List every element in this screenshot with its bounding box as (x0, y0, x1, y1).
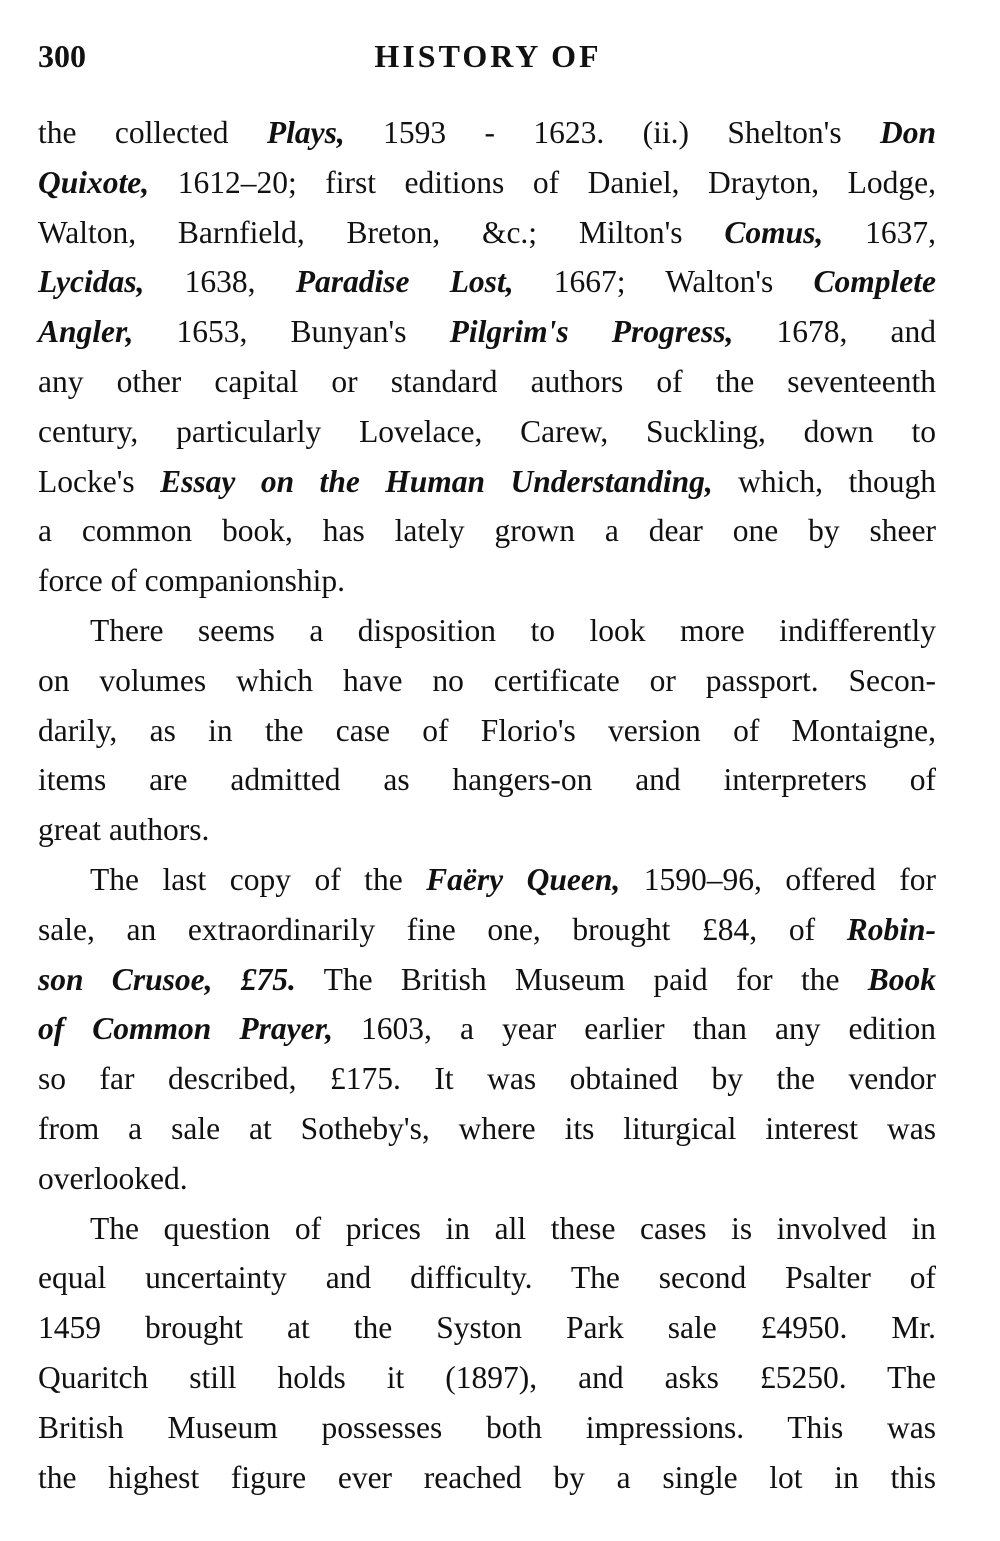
text-segment: from a sale at Sotheby's, where its liturgical interest was (38, 1110, 936, 1146)
text-segment: darily, as in the case of Florio's version of Montaigne, (38, 712, 936, 748)
italic-title-text: Pilgrim's Progress, (449, 314, 734, 350)
italic-title-text: Complete (813, 264, 937, 300)
text-segment: 1603, a year earlier than any edition (332, 1011, 936, 1047)
text-line (38, 208, 936, 258)
text-segment: the collected (38, 115, 267, 150)
text-line (38, 855, 936, 905)
text-segment: 1612–20; first editions of Daniel, Drayton, Lodge, (149, 164, 936, 200)
text-segment: Walton, Barnfield, Breton, &c.; Milton's (38, 214, 725, 250)
text-line (38, 457, 936, 507)
italic-title-text: Don (879, 115, 936, 150)
text-line (38, 1054, 936, 1104)
text-segment: overlooked. (38, 1160, 188, 1196)
text-line (38, 606, 936, 656)
text-line (38, 506, 936, 556)
text-line (38, 656, 936, 706)
italic-title-text: Book (867, 961, 936, 997)
text-segment: force of companionship. (38, 563, 346, 599)
page-body-text (38, 108, 936, 1502)
text-segment: century, particularly Lovelace, Carew, Suckling, down to (38, 413, 936, 449)
text-segment: The question of prices in all these cases is involved in (90, 1210, 936, 1246)
text-line (38, 1453, 936, 1503)
text-segment: The British Museum paid for the (295, 961, 868, 997)
text-segment: so far described, £175. It was obtained by the vendor (38, 1061, 936, 1097)
text-line (38, 1403, 936, 1453)
text-segment: 1593 - 1623. (ii.) Shelton's (344, 115, 880, 150)
text-segment: British Museum possesses both impressions. This was (38, 1409, 936, 1445)
text-segment: items are admitted as hangers-on and interpreters of (38, 762, 936, 798)
italic-title-text: Comus, (724, 214, 824, 250)
running-title: HISTORY OF (374, 38, 602, 74)
text-segment: Locke's (38, 463, 161, 499)
text-segment: any other capital or standard authors of the seventeenth (38, 363, 936, 399)
text-line (38, 257, 936, 307)
text-segment: on volumes which have no certificate or passport. Secon- (38, 662, 936, 698)
text-segment: 1637, (823, 214, 936, 250)
text-line (38, 158, 936, 208)
italic-title-text: of Common Prayer, (38, 1011, 333, 1047)
text-segment: 1653, Bunyan's (133, 314, 450, 350)
text-line (38, 905, 936, 955)
italic-title-text: Essay on the Human Understanding, (160, 463, 713, 499)
text-segment: great authors. (38, 812, 210, 848)
text-line (38, 1104, 936, 1154)
text-line (38, 1303, 936, 1353)
text-segment: equal uncertainty and difficulty. The second Psalter of (38, 1260, 936, 1296)
italic-title-text: Faëry Queen, (426, 861, 621, 897)
text-segment: The last copy of the (90, 861, 427, 897)
text-line (38, 755, 936, 805)
text-line (38, 706, 936, 756)
text-segment: 1590–96, offered for (620, 861, 936, 897)
italic-title-text: son Crusoe, £75. (38, 961, 296, 997)
text-line (38, 1353, 936, 1403)
italic-title-text: Quixote, (38, 164, 150, 200)
text-line (38, 1253, 936, 1303)
text-line (38, 805, 936, 855)
italic-title-text: Lycidas, (38, 264, 145, 300)
italic-title-text: Paradise Lost, (295, 264, 514, 300)
text-segment: a common book, has lately grown a dear one by sheer (38, 513, 936, 549)
text-segment: Quaritch still holds it (1897), and asks £5250. The (38, 1359, 936, 1395)
page-header (38, 38, 938, 88)
text-line (38, 1154, 936, 1204)
text-line (38, 407, 936, 457)
text-line (38, 556, 936, 606)
text-segment: sale, an extraordinarily fine one, brought £84, of (38, 911, 847, 947)
text-line (38, 357, 936, 407)
text-segment: 1459 brought at the Syston Park sale £4950. Mr. (38, 1310, 936, 1346)
text-segment: 1678, and (733, 314, 936, 350)
text-line (38, 108, 936, 158)
text-line (38, 1204, 936, 1254)
text-segment: 1667; Walton's (513, 264, 814, 300)
text-segment: 1638, (144, 264, 296, 300)
text-segment: There seems a disposition to look more indifferently (90, 612, 936, 648)
page-number: 300 (38, 38, 86, 74)
italic-title-text: Robin- (846, 911, 936, 947)
text-segment: which, though (712, 463, 937, 499)
text-line (38, 955, 936, 1005)
italic-title-text: Plays, (266, 115, 345, 150)
text-segment: the highest figure ever reached by a single lot in this (38, 1459, 936, 1495)
text-line (38, 1004, 936, 1054)
text-line (38, 307, 936, 357)
italic-title-text: Angler, (38, 314, 134, 350)
